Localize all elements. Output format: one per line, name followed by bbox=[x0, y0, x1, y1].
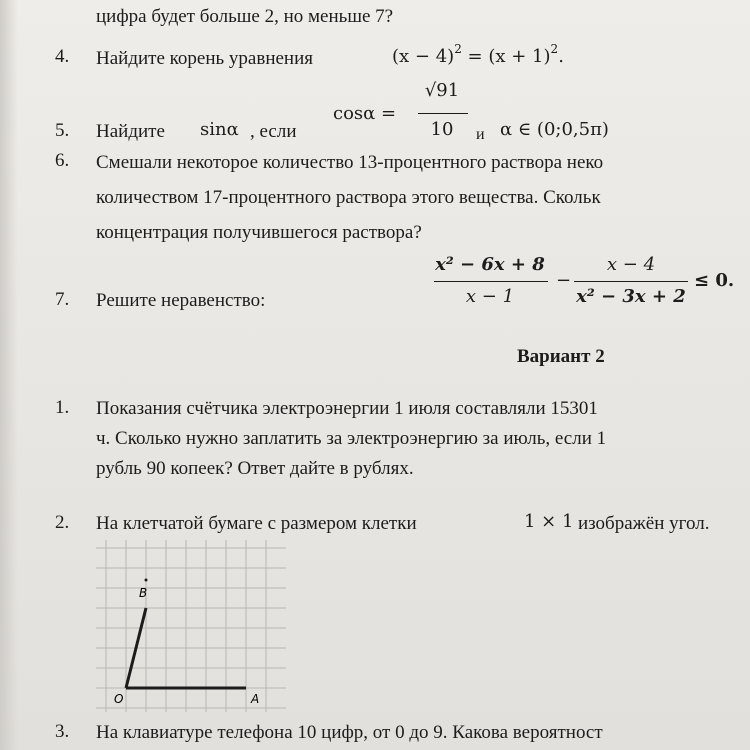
problem-5-text: Найдите bbox=[96, 121, 165, 142]
v2-problem-3-number: 3. bbox=[55, 721, 70, 742]
problem-5-if: , если bbox=[250, 121, 297, 142]
v2-problem-2-text: На клетчатой бумаге с размером клетки bbox=[96, 513, 417, 534]
inequality-minus: − bbox=[556, 270, 572, 291]
problem-7-number: 7. bbox=[55, 289, 70, 310]
label-a: A bbox=[251, 692, 260, 706]
v2-problem-1-number: 1. bbox=[55, 397, 70, 418]
inequality-fraction-2-bar bbox=[574, 281, 688, 282]
inequality-fraction-2-denominator: x² − 3x + 2 bbox=[576, 286, 686, 307]
problem-5-cos-denominator: 10 bbox=[430, 119, 454, 140]
problem-6-line-3: концентрация получившегося раствора? bbox=[96, 222, 422, 243]
inequality-fraction-1-bar bbox=[434, 281, 548, 282]
inequality-tail: ≤ 0. bbox=[694, 270, 735, 291]
problem-5-range: α ∈ (0;0,5π) bbox=[500, 119, 609, 140]
problem-4-number: 4. bbox=[55, 46, 70, 67]
inequality-fraction-1-denominator: x − 1 bbox=[465, 286, 515, 307]
problem-5-and: и bbox=[476, 126, 485, 143]
problem-5-cos-label: cosα = bbox=[333, 103, 397, 124]
label-o: O bbox=[114, 692, 124, 706]
v2-problem-2-number: 2. bbox=[55, 512, 70, 533]
grid-figure bbox=[96, 540, 286, 712]
inequality-fraction-1-numerator: x² − 6x + 8 bbox=[435, 254, 545, 275]
problem-4-text: Найдите корень уравнения bbox=[96, 48, 314, 69]
inequality-fraction-2-numerator: x − 4 bbox=[606, 254, 656, 275]
v2-problem-2-size: 1 × 1 bbox=[524, 511, 574, 532]
v2-problem-1-line-3: рубль 90 копеек? Ответ дайте в рублях. bbox=[96, 458, 414, 479]
v2-problem-1-line-2: ч. Сколько нужно заплатить за электроэнергию за июль, если 1 bbox=[96, 428, 607, 449]
problem-6-number: 6. bbox=[55, 150, 70, 171]
v2-problem-2-tail: изображён угол. bbox=[578, 513, 710, 534]
label-b: B bbox=[139, 586, 148, 600]
problem-4-equation: $(x - 4)^2 = (x + 1)^2$. bbox=[392, 42, 564, 67]
top-line: цифра будет больше 2, но меньше 7? bbox=[96, 6, 394, 27]
problem-5-cos-numerator: √91 bbox=[424, 80, 460, 101]
grid-lines bbox=[96, 540, 286, 712]
problem-5-sin: sinα bbox=[200, 119, 239, 140]
problem-7-text: Решите неравенство: bbox=[96, 290, 266, 311]
page-edge-shadow bbox=[0, 0, 18, 750]
point-dot-b bbox=[145, 579, 148, 582]
problem-5-number: 5. bbox=[55, 120, 70, 141]
problem-6-line-1: Смешали некоторое количество 13-процентного раствора неко bbox=[96, 152, 604, 173]
variant-heading: Вариант 2 bbox=[517, 346, 605, 367]
problem-5-fraction-bar bbox=[418, 113, 468, 114]
problem-6-line-2: количеством 17-процентного раствора этого вещества. Скольк bbox=[96, 187, 601, 208]
v2-problem-3-text: На клавиатуре телефона 10 цифр, от 0 до 9. Какова вероятност bbox=[96, 722, 603, 743]
v2-problem-1-line-1: Показания счётчика электроэнергии 1 июля составляли 15301 bbox=[96, 398, 598, 419]
